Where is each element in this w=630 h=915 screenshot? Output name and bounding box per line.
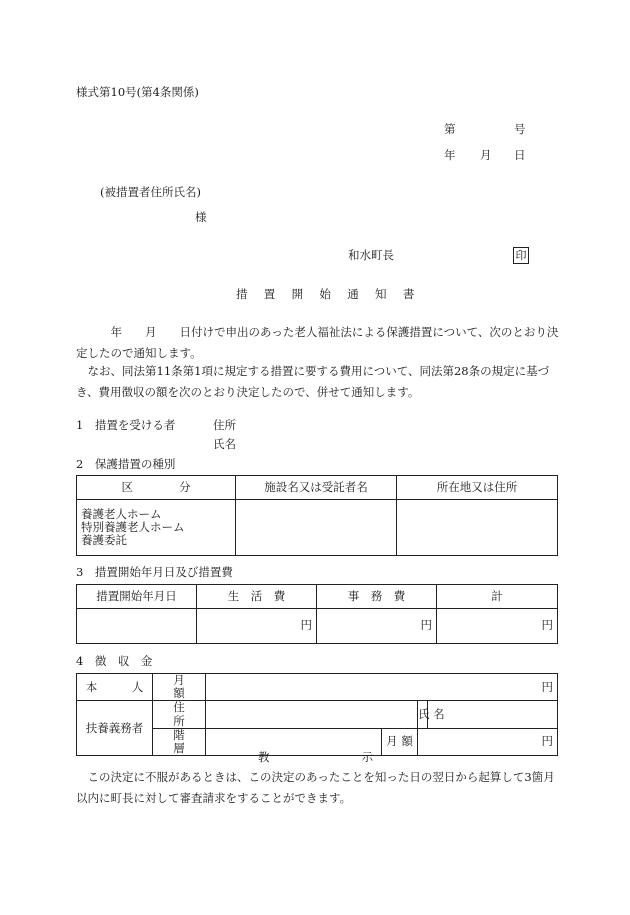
recipient-address-name: (被措置者住所氏名)	[100, 185, 201, 199]
guardian-address-label: 住 所	[153, 701, 206, 728]
section-2-heading: 2 保護措置の種別	[76, 457, 176, 471]
location-cell	[397, 500, 558, 556]
issuer-title: 和水町長	[348, 248, 394, 262]
date-month: 月	[480, 148, 492, 162]
living-cost-cell: 円	[197, 609, 317, 644]
principal-monthly-value: 円	[206, 674, 558, 701]
guardian-bracket-label: 階 層	[153, 728, 206, 755]
paragraph-2: なお、同法第11条第1項に規定する措置に要する費用について、同法第28条の規定に基づき、費用徴収の額を次のとおり決定したので、併せて通知します。	[76, 364, 550, 399]
guardian-name-value	[428, 701, 558, 728]
notice-text: この決定に不服があるときは、この決定のあったことを知った日の翌日から起算して3箇月以内に町長に対して審査請求をすることができます。	[76, 770, 555, 805]
principal-monthly-label: 月 額	[153, 674, 206, 701]
care-type-header-category: 区 分	[77, 476, 236, 500]
care-type-table	[76, 475, 558, 556]
care-type-header-location: 所在地又は住所	[397, 476, 558, 500]
guardian-month-amount-label: 月 額	[382, 728, 418, 755]
start-date-cell	[77, 609, 197, 644]
document-title: 措 置 開 始 通 知 書	[236, 287, 421, 301]
date-year: 年	[444, 148, 456, 162]
cost-header-start-date: 措置開始年月日	[77, 585, 197, 609]
total-cost-cell: 円	[437, 609, 558, 644]
form-label: 様式第10号(第4条関係)	[76, 85, 199, 99]
cost-header-office: 事 務 費	[317, 585, 437, 609]
care-type-header-facility: 施設名又は受託者名	[236, 476, 397, 500]
seal-stamp: 印	[513, 247, 529, 264]
office-cost-cell: 円	[317, 609, 437, 644]
paragraph-1: 年 月 日付けで申出のあった老人福祉法による保護措置について、次のとおり決定したので通知します。	[76, 325, 559, 360]
category-special-nursing-home: 特別養護老人ホーム	[81, 519, 185, 534]
number-go: 号	[514, 122, 526, 136]
category-nursing-home: 養護老人ホーム	[81, 506, 162, 521]
guardian-month-amount-value: 円	[418, 728, 558, 755]
recipient-honorific: 様	[195, 210, 207, 224]
section-4-heading: 4 徴 収 金	[76, 654, 153, 668]
collection-table	[76, 673, 558, 756]
number-dai: 第	[444, 122, 456, 136]
cost-header-living: 生 活 費	[197, 585, 317, 609]
principal-label: 本 人	[77, 674, 153, 701]
guardian-name-label	[418, 701, 445, 728]
date-day: 日	[514, 148, 526, 162]
section-1-name-label: 氏名	[213, 437, 236, 451]
guardian-name-label-text: 氏 名	[418, 707, 445, 722]
care-type-categories	[77, 500, 236, 556]
category-foster-care: 養護委託	[81, 533, 127, 548]
section-1-heading: 1 措置を受ける者	[76, 418, 176, 432]
cost-header-total: 計	[437, 585, 558, 609]
section-1-address-label: 住所	[213, 418, 236, 432]
measure-cost-table	[76, 584, 558, 644]
guardian-address-value	[206, 701, 418, 728]
section-3-heading: 3 措置開始年月日及び措置費	[76, 565, 233, 579]
facility-name-cell	[236, 500, 397, 556]
guardian-label: 扶養義務者	[77, 701, 153, 756]
notice-heading: 教 示	[258, 750, 373, 764]
